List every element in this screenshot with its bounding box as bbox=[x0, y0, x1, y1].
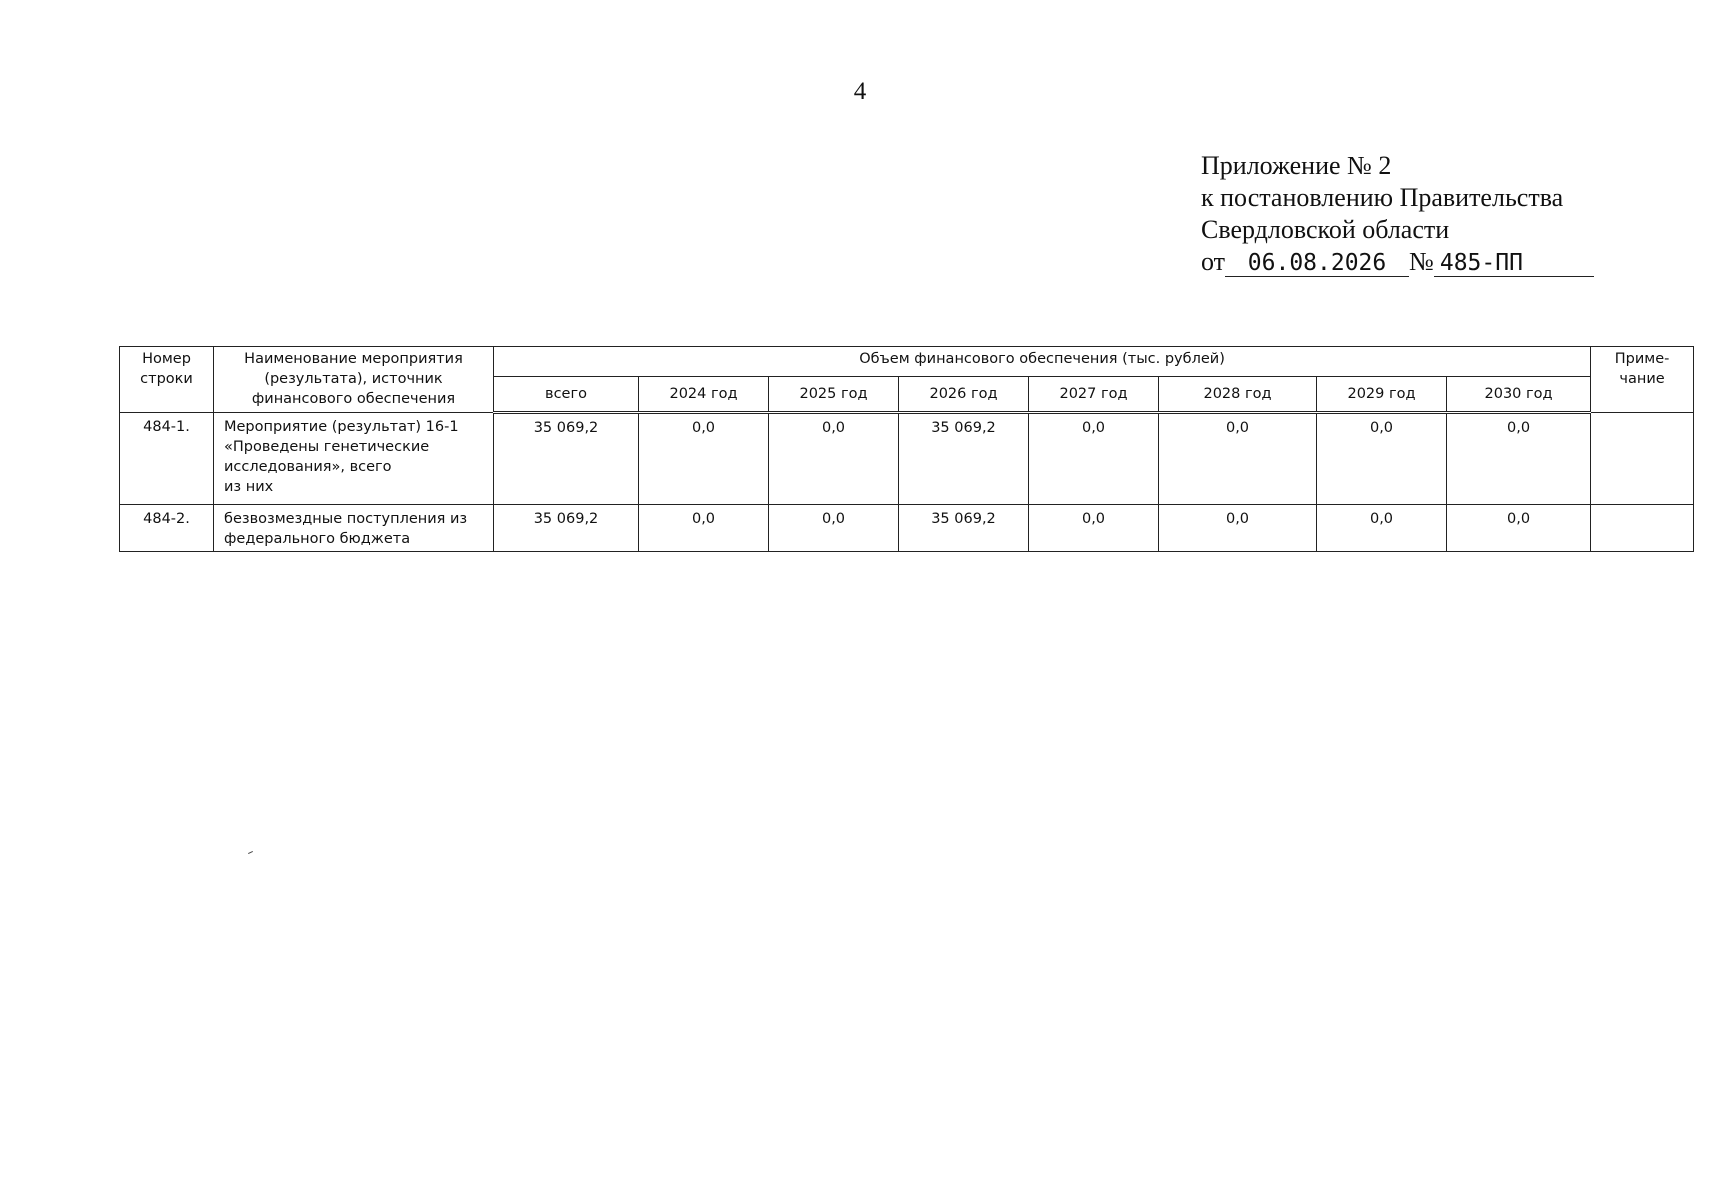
header-col-2030: 2030 год bbox=[1447, 377, 1591, 413]
value-2028: 0,0 bbox=[1159, 413, 1317, 505]
header-name: Наименование мероприятия (результата), источник финансового обеспечения bbox=[214, 347, 494, 413]
header-col-2029: 2029 год bbox=[1317, 377, 1447, 413]
value-2026: 35 069,2 bbox=[899, 505, 1029, 552]
value-2025: 0,0 bbox=[769, 413, 899, 505]
value-total: 35 069,2 bbox=[494, 505, 639, 552]
number-value: 485-ПП bbox=[1434, 250, 1594, 277]
header-volume: Объем финансового обеспечения (тыс. рублей) bbox=[494, 347, 1591, 377]
scan-mark bbox=[248, 851, 253, 854]
table-row bbox=[120, 413, 1694, 505]
table-row bbox=[120, 505, 1694, 552]
row-name-line: из них bbox=[224, 479, 274, 495]
appendix-title: Приложение № 2 bbox=[1201, 151, 1392, 180]
value-note bbox=[1591, 413, 1694, 505]
header-col-2025: 2025 год bbox=[769, 377, 899, 413]
header-note: Приме-чание bbox=[1591, 347, 1694, 413]
header-col-2024: 2024 год bbox=[639, 377, 769, 413]
page-number: 4 bbox=[853, 78, 867, 105]
value-2030: 0,0 bbox=[1447, 413, 1591, 505]
value-2024: 0,0 bbox=[639, 505, 769, 552]
value-2028: 0,0 bbox=[1159, 505, 1317, 552]
date-prefix: от bbox=[1201, 247, 1226, 276]
appendix-date-number-line bbox=[1201, 246, 1594, 278]
row-name bbox=[214, 413, 494, 505]
value-note bbox=[1591, 505, 1694, 552]
value-2029: 0,0 bbox=[1317, 505, 1447, 552]
value-2027: 0,0 bbox=[1029, 505, 1159, 552]
row-number: 484-2. bbox=[120, 505, 214, 552]
header-col-2028: 2028 год bbox=[1159, 377, 1317, 413]
appendix-header bbox=[1201, 150, 1594, 278]
row-name bbox=[214, 505, 494, 552]
number-prefix: № bbox=[1409, 247, 1434, 276]
header-row-number: Номер строки bbox=[120, 347, 214, 413]
row-number: 484-1. bbox=[120, 413, 214, 505]
row-name-line: федерального бюджета bbox=[224, 531, 411, 547]
value-2029: 0,0 bbox=[1317, 413, 1447, 505]
header-col-2026: 2026 год bbox=[899, 377, 1029, 413]
value-2030: 0,0 bbox=[1447, 505, 1591, 552]
financing-table bbox=[119, 346, 1694, 552]
row-name-line: исследования», всего bbox=[224, 459, 392, 475]
row-name-line: безвозмездные поступления из bbox=[224, 511, 468, 527]
appendix-region-line: Свердловской области bbox=[1201, 215, 1450, 244]
value-2026: 35 069,2 bbox=[899, 413, 1029, 505]
value-2025: 0,0 bbox=[769, 505, 899, 552]
row-name-line: «Проведены генетические bbox=[224, 439, 430, 455]
appendix-resolution-line: к постановлению Правительства bbox=[1201, 183, 1564, 212]
value-2027: 0,0 bbox=[1029, 413, 1159, 505]
header-col-2027: 2027 год bbox=[1029, 377, 1159, 413]
header-col-total: всего bbox=[494, 377, 639, 413]
row-name-line: Мероприятие (результат) 16-1 bbox=[224, 419, 459, 435]
value-2024: 0,0 bbox=[639, 413, 769, 505]
value-total: 35 069,2 bbox=[494, 413, 639, 505]
date-value: 06.08.2026 bbox=[1225, 250, 1409, 277]
